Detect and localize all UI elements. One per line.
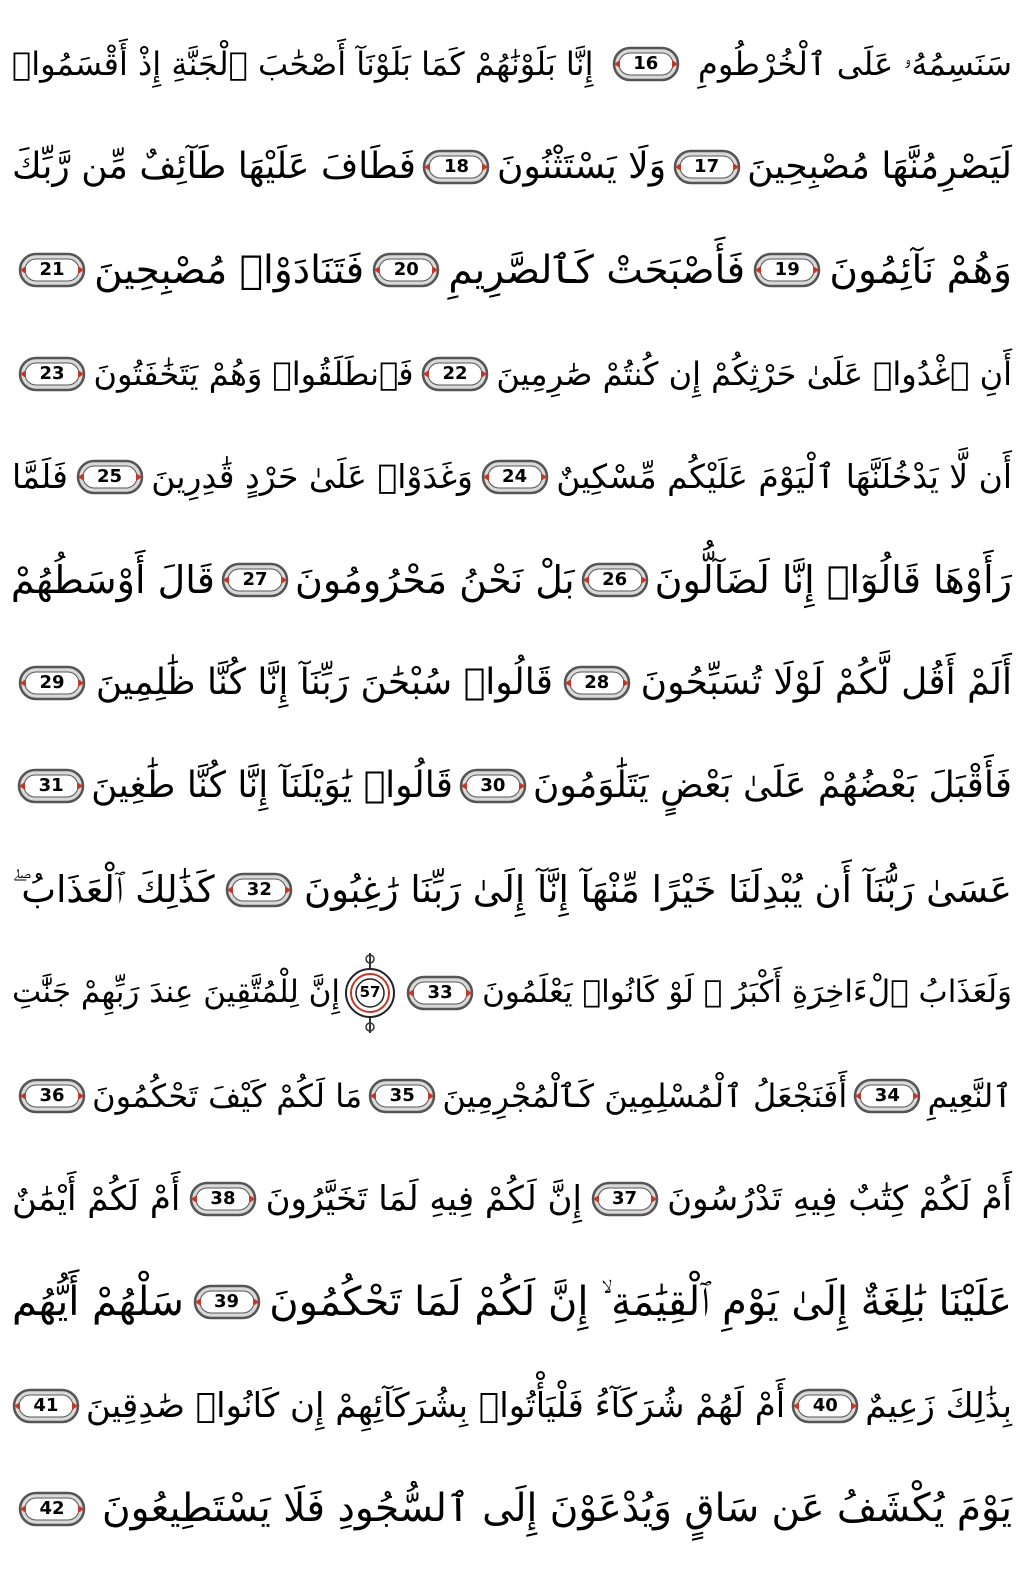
verse-text: أَمْ لَكُمْ كِتَٰبٌ فِيهِ تَدْرُسُونَ [667, 1179, 1012, 1220]
ayah-number: 38 [210, 1188, 236, 1210]
ayah-number-marker [17, 767, 85, 805]
verse-text: قَالَ أَوْسَطُهُمْ [10, 558, 215, 602]
ayah-number-marker [406, 974, 474, 1012]
ayah-number-marker [422, 148, 490, 186]
verse-text: ٱلنَّعِيمِ [927, 1077, 1012, 1115]
verse-text: عَلَيْنَا بَٰلِغَةٌ إِلَىٰ يَوْمِ ٱلْقِيَٰمَةِ ۙ إِنَّ لَكُمْ لَمَا تَحْكُمُونَ [269, 1279, 1012, 1326]
ayah-number: 42 [39, 1497, 65, 1519]
ayah-number: 33 [427, 981, 453, 1003]
verse-text: فَأَصْبَحَتْ كَٱلصَّرِيمِ [448, 247, 746, 293]
ayah-number: 34 [874, 1085, 900, 1106]
ayah-number: 22 [442, 362, 468, 384]
ayah-number-marker [673, 148, 741, 186]
verse-text: إِنَّا بَلَوْنَٰهُمْ كَمَا بَلَوْنَآ أَصْحَٰبَ ٱلْجَنَّةِ إِذْ أَقْسَمُوا۟ [12, 45, 594, 83]
mushaf-line [12, 846, 1012, 934]
ayah-number-marker [591, 1180, 659, 1218]
verse-text: سَلْهُمْ أَيُّهُم [12, 1279, 184, 1326]
mushaf-line [12, 536, 1012, 624]
ayah-number: 40 [812, 1394, 838, 1416]
ayah-number-marker [612, 45, 680, 83]
ayah-number-marker [753, 251, 821, 289]
ayah-number-marker [18, 1490, 86, 1528]
ayah-number: 25 [97, 465, 123, 487]
ayah-number: 28 [584, 672, 610, 694]
ayah-number-marker [189, 1180, 257, 1218]
ayah-number: 29 [39, 672, 65, 694]
ayah-number: 16 [633, 53, 659, 74]
mushaf-line [12, 949, 1012, 1037]
ayah-number-marker [193, 1283, 261, 1321]
ayah-number: 36 [39, 1085, 65, 1106]
ayah-number: 31 [38, 775, 64, 797]
ayah-number-marker [18, 1077, 86, 1115]
ayah-number: 23 [39, 362, 65, 384]
verse-text: أَفَنَجْعَلُ ٱلْمُسْلِمِينَ كَٱلْمُجْرِمِينَ [442, 1077, 848, 1115]
verse-text: إِنَّ لَكُمْ فِيهِ لَمَا تَخَيَّرُونَ [265, 1179, 582, 1220]
ayah-number: 39 [214, 1291, 240, 1313]
verse-text: بِذَٰلِكَ زَعِيمٌ [865, 1385, 1012, 1426]
verse-text: وَهُمْ نَآئِمُونَ [829, 247, 1012, 293]
ayah-number: 24 [502, 465, 528, 487]
verse-text: فَطَافَ عَلَيْهَا طَآئِفٌ مِّن رَّبِّكَ [12, 146, 416, 188]
ayah-number: 32 [246, 878, 272, 900]
verse-text: أَلَمْ أَقُل لَّكُمْ لَوْلَا تُسَبِّحُونَ [640, 662, 1012, 704]
mushaf-line [12, 1465, 1012, 1553]
verse-text: فَأَقْبَلَ بَعْضُهُمْ عَلَىٰ بَعْضٍ يَتَلَٰوَمُونَ [532, 765, 1012, 807]
mushaf-line [12, 433, 1012, 521]
hizb-marker [342, 949, 398, 1037]
verse-text: يَوْمَ يُكْشَفُ عَن سَاقٍ وَيُدْعَوْنَ إِلَى ٱلسُّجُودِ فَلَا يَسْتَطِيعُونَ [101, 1486, 1012, 1532]
ayah-number: 21 [39, 259, 65, 281]
ayah-number: 19 [774, 259, 800, 281]
mushaf-line [12, 742, 1012, 830]
ayah-number-marker [791, 1387, 859, 1425]
hizb-number: 57 [359, 983, 381, 1002]
ayah-number: 30 [480, 775, 506, 797]
mushaf-line [12, 1362, 1012, 1450]
ayah-number-marker [563, 664, 631, 702]
ayah-number: 20 [393, 259, 419, 281]
mushaf-line [12, 639, 1012, 727]
ayah-number: 35 [389, 1085, 415, 1106]
ayah-number-marker [76, 458, 144, 496]
verse-text: وَغَدَوْا۟ عَلَىٰ حَرْدٍ قَٰدِرِينَ [151, 457, 473, 497]
ayah-number: 26 [602, 569, 628, 590]
verse-text: مَا لَكُمْ كَيْفَ تَحْكُمُونَ [92, 1077, 363, 1115]
verse-text: وَلَعَذَابُ ٱلْءَاخِرَةِ أَكْبَرُ ۚ لَوْ كَانُوا۟ يَعْلَمُونَ [482, 974, 1012, 1011]
verse-text: لَيَصْرِمُنَّهَا مُصْبِحِينَ [747, 146, 1012, 188]
ayah-number-marker [481, 458, 549, 496]
ayah-number-marker [18, 251, 86, 289]
ayah-number: 17 [694, 156, 720, 178]
verse-text: سَنَسِمُهُۥ عَلَى ٱلْخُرْطُومِ [698, 45, 1012, 83]
mushaf-line [12, 20, 1012, 108]
verse-text: بَلْ نَحْنُ مَحْرُومُونَ [294, 558, 575, 602]
mushaf-line [12, 123, 1012, 211]
ayah-number: 27 [242, 569, 268, 590]
verse-text: كَذَٰلِكَ ٱلْعَذَابُ ۖ [12, 868, 215, 912]
verse-text: فَٱنطَلَقُوا۟ وَهُمْ يَتَخَٰفَتُونَ [93, 354, 414, 393]
verse-text: قَالُوا۟ يَٰوَيْلَنَآ إِنَّا كُنَّا طَٰغِينَ [91, 765, 453, 807]
ayah-number: 41 [33, 1394, 59, 1416]
ayah-number: 18 [443, 156, 470, 178]
ayah-number-marker [372, 251, 440, 289]
ayah-number-marker [225, 871, 293, 909]
ayah-number-marker [18, 664, 86, 702]
verse-text: قَالُوا۟ سُبْحَٰنَ رَبِّنَآ إِنَّا كُنَّا ظَٰلِمِينَ [95, 662, 553, 704]
verse-text: أَن لَّا يَدْخُلَنَّهَا ٱلْيَوْمَ عَلَيْكُم مِّسْكِينٌ [556, 457, 1012, 497]
verse-text: عَسَىٰ رَبُّنَآ أَن يُبْدِلَنَا خَيْرًا مِّنْهَآ إِنَّآ إِلَىٰ رَبِّنَا رَٰغِبُونَ [304, 868, 1012, 912]
verse-text: رَأَوْهَا قَالُوٓا۟ إِنَّا لَضَآلُّونَ [654, 558, 1012, 602]
verse-text: أَمْ لَهُمْ شُرَكَآءُ فَلْيَأْتُوا۟ بِشُرَكَآئِهِمْ إِن كَانُوا۟ صَٰدِقِينَ [85, 1385, 786, 1426]
ayah-number: 37 [612, 1188, 638, 1210]
mushaf-line [12, 1155, 1012, 1243]
mushaf-line [12, 330, 1012, 418]
verse-text: أَمْ لَكُمْ أَيْمَٰنٌ [12, 1179, 181, 1220]
ayah-number-marker [581, 561, 649, 599]
ayah-number-marker [18, 355, 86, 393]
ayah-number-marker [12, 1387, 80, 1425]
mushaf-line [12, 1258, 1012, 1346]
ayah-number-marker [368, 1077, 436, 1115]
mushaf-line [12, 226, 1012, 314]
ayah-number-marker [459, 767, 527, 805]
verse-text: وَلَا يَسْتَثْنُونَ [496, 146, 667, 188]
verse-text: أَنِ ٱغْدُوا۟ عَلَىٰ حَرْثِكُمْ إِن كُنتُمْ صَٰرِمِينَ [496, 354, 1012, 393]
ayah-number-marker [221, 561, 289, 599]
verse-text: فَلَمَّا [12, 457, 68, 497]
verse-text: إِنَّ لِلْمُتَّقِينَ عِندَ رَبِّهِمْ جَنَّٰتِ [12, 974, 341, 1011]
mushaf-line [12, 1052, 1012, 1140]
ayah-number-marker [853, 1077, 921, 1115]
mushaf-page [12, 20, 1012, 1568]
verse-text: فَتَنَادَوْا۟ مُصْبِحِينَ [94, 247, 365, 293]
ayah-number-marker [421, 355, 489, 393]
